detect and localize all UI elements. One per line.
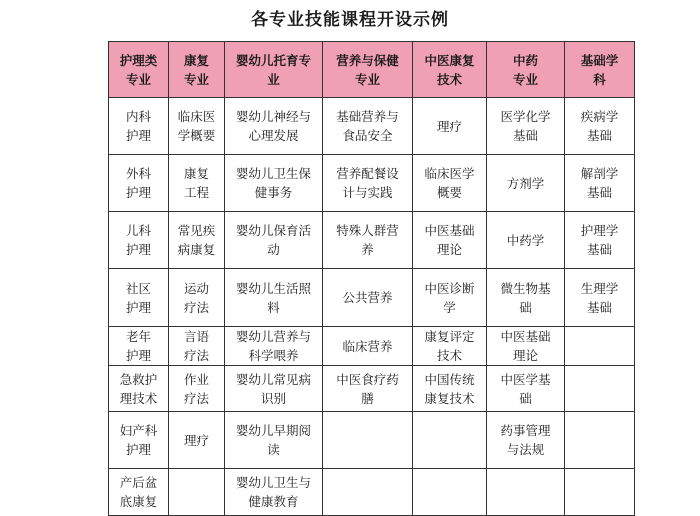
table-cell [323,412,413,469]
table-cell: 老年 护理 [109,327,169,366]
table-cell: 生理学 基础 [565,269,635,327]
header-nursing: 护理类 专业 [109,42,169,98]
table-cell: 儿科 护理 [109,212,169,269]
table-cell: 急救护 理技术 [109,366,169,412]
table-row [109,327,635,366]
table-cell: 运动 疗法 [169,269,225,327]
table-cell: 解剖学 基础 [565,155,635,212]
table-cell [565,327,635,366]
table-cell: 公共营养 [323,269,413,327]
table-row [109,269,635,327]
table-cell [565,412,635,469]
table-cell [565,366,635,412]
table-cell: 疾病学 基础 [565,98,635,155]
table-cell [169,469,225,516]
table-cell: 临床医学 概要 [413,155,487,212]
table-cell: 康复评定 技术 [413,327,487,366]
table-cell: 婴幼儿保育活 动 [225,212,323,269]
table-cell: 临床营养 [323,327,413,366]
table-cell: 社区 护理 [109,269,169,327]
table-cell: 婴幼儿营养与 科学喂养 [225,327,323,366]
table-cell: 营养配餐设 计与实践 [323,155,413,212]
table-cell: 微生物基 础 [487,269,565,327]
table-cell: 基础营养与 食品安全 [323,98,413,155]
table-cell: 婴幼儿早期阅 读 [225,412,323,469]
header-row [109,42,635,98]
table-cell: 中医基础 理论 [487,327,565,366]
table-cell: 方剂学 [487,155,565,212]
table-cell: 常见疾 病康复 [169,212,225,269]
table-cell: 婴幼儿常见病 识别 [225,366,323,412]
header-rehab: 康复 专业 [169,42,225,98]
header-nutrition: 营养与保健 专业 [323,42,413,98]
table-cell: 婴幼儿卫生保 健事务 [225,155,323,212]
table-row [109,98,635,155]
table-cell: 中医诊断 学 [413,269,487,327]
table-cell: 理疗 [169,412,225,469]
table-cell: 婴幼儿神经与 心理发展 [225,98,323,155]
table-cell [413,412,487,469]
table-cell: 护理学 基础 [565,212,635,269]
table-cell: 言语 疗法 [169,327,225,366]
table-cell: 婴幼儿生活照 料 [225,269,323,327]
table-cell: 婴幼儿卫生与 健康教育 [225,469,323,516]
table-cell: 特殊人群营 养 [323,212,413,269]
table-cell: 作业 疗法 [169,366,225,412]
table-row [109,155,635,212]
table-cell: 药事管理 与法规 [487,412,565,469]
table-cell: 中医食疗药 膳 [323,366,413,412]
table-cell: 外科 护理 [109,155,169,212]
table-cell: 临床医 学概要 [169,98,225,155]
table-row [109,469,635,516]
table-cell: 产后盆 底康复 [109,469,169,516]
table-cell: 康复 工程 [169,155,225,212]
table-cell: 医学化学 基础 [487,98,565,155]
header-tcm-pharmacy: 中药 专业 [487,42,565,98]
table-cell: 内科 护理 [109,98,169,155]
table-cell: 中国传统 康复技术 [413,366,487,412]
table-cell: 中医学基 础 [487,366,565,412]
table-cell [565,469,635,516]
table-cell: 妇产科 护理 [109,412,169,469]
table-row [109,212,635,269]
header-basic-subjects: 基础学 科 [565,42,635,98]
header-tcm-rehab: 中医康复 技术 [413,42,487,98]
table-cell [323,469,413,516]
table-cell: 中药学 [487,212,565,269]
table-row [109,366,635,412]
table-row [109,412,635,469]
header-childcare: 婴幼儿托育专 业 [225,42,323,98]
curriculum-table [108,41,635,516]
table-cell: 中医基础 理论 [413,212,487,269]
page-title: 各专业技能课程开设示例 [251,10,449,30]
table-cell [413,469,487,516]
table-cell [487,469,565,516]
table-cell: 理疗 [413,98,487,155]
